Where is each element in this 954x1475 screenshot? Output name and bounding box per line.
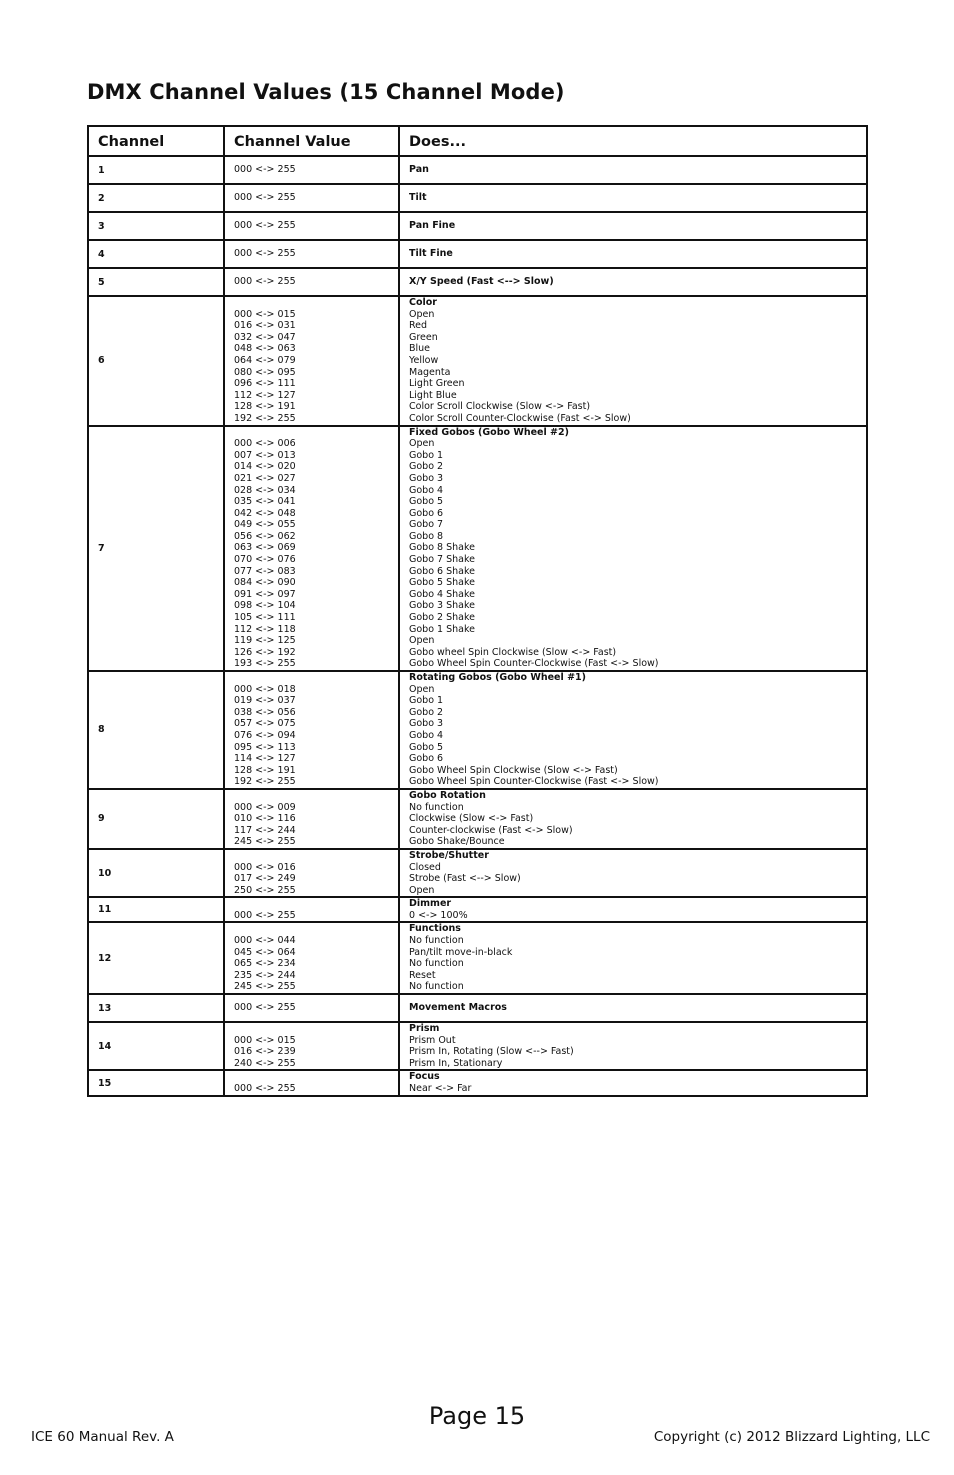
channel-value-range: 192 <-> 255: [234, 412, 296, 424]
channel-value-range: 105 <-> 111: [234, 612, 296, 624]
channel-number: 7: [88, 426, 224, 671]
function-description: Gobo 5: [409, 496, 444, 508]
channel-value-cell: [224, 849, 399, 897]
channel-number: 1: [88, 156, 224, 184]
does-cell: [399, 296, 867, 426]
function-description: Gobo 5: [409, 741, 444, 753]
channel-number: 4: [88, 240, 224, 268]
function-description: Gobo 8 Shake: [409, 542, 475, 554]
channel-number: 5: [88, 268, 224, 296]
function-description: Near <-> Far: [409, 1083, 472, 1094]
channel-value-range: 063 <-> 069: [234, 542, 296, 554]
function-description: Prism In, Rotating (Slow <--> Fast): [409, 1046, 574, 1058]
function-description: Gobo Shake/Bounce: [409, 836, 505, 848]
channel-value-range: 112 <-> 127: [234, 389, 296, 401]
channel-value-cell: [224, 426, 399, 671]
function-description: Gobo 1: [409, 695, 444, 707]
does-cell: [399, 789, 867, 849]
table-row: [88, 789, 867, 849]
channel-number: 11: [88, 897, 224, 922]
table-row: [88, 268, 867, 296]
function-description: Gobo 3: [409, 472, 444, 484]
channel-value-cell: [224, 897, 399, 922]
does-cell: [399, 1070, 867, 1095]
dmx-channel-table: [87, 125, 868, 1097]
channel-value-range: 000 <-> 016: [234, 861, 296, 873]
channel-value-cell: [224, 922, 399, 994]
function-description: No function: [409, 801, 464, 813]
does-cell: [399, 426, 867, 671]
function-heading: Tilt: [409, 192, 427, 204]
channel-value-cell: [224, 184, 399, 212]
function-description: Gobo Wheel Spin Counter-Clockwise (Fast <-> Slow): [409, 658, 659, 670]
function-heading: Color: [409, 297, 437, 308]
channel-value-range: 000 <-> 255: [234, 248, 296, 260]
function-description: Magenta: [409, 366, 451, 378]
channel-value-range: 000 <-> 006: [234, 438, 296, 450]
function-heading: Dimmer: [409, 898, 452, 910]
function-description: Pan/tilt move-in-black: [409, 946, 513, 958]
channel-value-cell: [224, 671, 399, 789]
channel-value-range: 048 <-> 063: [234, 343, 296, 355]
function-description: Gobo 7 Shake: [409, 554, 475, 566]
function-description: Prism Out: [409, 1034, 456, 1046]
does-cell: [399, 994, 867, 1022]
channel-number: 12: [88, 922, 224, 994]
value-spacer: [234, 1023, 389, 1035]
table-header-row: [88, 126, 867, 156]
function-description: Light Blue: [409, 389, 457, 401]
channel-value-range: 119 <-> 125: [234, 635, 296, 647]
channel-value-range: 000 <-> 044: [234, 935, 296, 947]
channel-value-range: 017 <-> 249: [234, 873, 296, 885]
function-heading: Focus: [409, 1071, 440, 1083]
function-heading: X/Y Speed (Fast <--> Slow): [409, 276, 554, 288]
value-spacer: [234, 672, 389, 684]
function-description: Green: [409, 331, 438, 343]
function-description: Open: [409, 308, 435, 320]
channel-value-range: 019 <-> 037: [234, 695, 296, 707]
does-cell: [399, 212, 867, 240]
channel-value-range: 000 <-> 255: [234, 909, 296, 921]
function-description: Counter-clockwise (Fast <-> Slow): [409, 824, 573, 836]
does-cell: [399, 156, 867, 184]
channel-value-range: 098 <-> 104: [234, 600, 296, 612]
table-row: [88, 240, 867, 268]
page-title: DMX Channel Values (15 Channel Mode): [87, 80, 565, 104]
function-heading: Pan: [409, 164, 429, 176]
function-description: Gobo 6: [409, 753, 444, 765]
header-channel-value: Channel Value: [224, 126, 399, 156]
does-cell: [399, 922, 867, 994]
channel-value-range: 245 <-> 255: [234, 836, 296, 848]
function-description: Open: [409, 884, 435, 896]
channel-value-range: 010 <-> 116: [234, 813, 296, 825]
function-heading: Rotating Gobos (Gobo Wheel #1): [409, 672, 586, 683]
does-cell: [399, 184, 867, 212]
channel-value-range: 240 <-> 255: [234, 1057, 296, 1069]
channel-value-range: 000 <-> 018: [234, 683, 296, 695]
function-description: Gobo 6 Shake: [409, 565, 475, 577]
table-row: [88, 296, 867, 426]
does-cell: [399, 240, 867, 268]
channel-number: 13: [88, 994, 224, 1022]
value-spacer: [234, 898, 389, 910]
channel-value-range: 245 <-> 255: [234, 981, 296, 993]
function-description: Color Scroll Clockwise (Slow <-> Fast): [409, 401, 591, 413]
channel-value-range: 000 <-> 255: [234, 220, 296, 232]
channel-value-range: 096 <-> 111: [234, 378, 296, 390]
channel-value-range: 064 <-> 079: [234, 354, 296, 366]
table-row: [88, 1022, 867, 1070]
channel-value-range: 056 <-> 062: [234, 530, 296, 542]
table-row: [88, 1070, 867, 1095]
channel-number: 2: [88, 184, 224, 212]
function-description: Yellow: [409, 354, 439, 366]
function-description: Open: [409, 635, 435, 647]
table-row: [88, 184, 867, 212]
channel-number: 15: [88, 1070, 224, 1095]
function-description: Gobo 4: [409, 729, 444, 741]
channel-value-range: 000 <-> 015: [234, 1034, 296, 1046]
channel-value-range: 076 <-> 094: [234, 729, 296, 741]
channel-value-range: 000 <-> 255: [234, 1002, 296, 1014]
function-description: Strobe (Fast <--> Slow): [409, 873, 521, 885]
function-heading: Gobo Rotation: [409, 789, 486, 801]
channel-number: 3: [88, 212, 224, 240]
channel-value-range: 000 <-> 255: [234, 1083, 296, 1094]
channel-value-range: 250 <-> 255: [234, 884, 296, 896]
function-description: Gobo 7: [409, 519, 444, 531]
channel-value-range: 126 <-> 192: [234, 646, 296, 658]
function-description: 0 <-> 100%: [409, 909, 468, 921]
function-description: Color Scroll Counter-Clockwise (Fast <-> Slow): [409, 412, 631, 424]
channel-value-range: 057 <-> 075: [234, 718, 296, 730]
function-description: Gobo wheel Spin Clockwise (Slow <-> Fast): [409, 646, 617, 658]
function-heading: Tilt Fine: [409, 248, 453, 260]
function-description: Reset: [409, 969, 436, 981]
header-does: Does...: [399, 126, 867, 156]
does-cell: [399, 849, 867, 897]
channel-number: 14: [88, 1022, 224, 1070]
function-description: No function: [409, 981, 464, 993]
function-description: Open: [409, 683, 435, 695]
function-description: Open: [409, 438, 435, 450]
function-description: Prism In, Stationary: [409, 1057, 503, 1069]
channel-value-range: 007 <-> 013: [234, 449, 296, 461]
channel-value-range: 035 <-> 041: [234, 496, 296, 508]
function-description: Gobo 4 Shake: [409, 588, 475, 600]
table-row: [88, 671, 867, 789]
channel-value-cell: [224, 789, 399, 849]
channel-value-cell: [224, 156, 399, 184]
channel-value-range: 000 <-> 255: [234, 192, 296, 204]
function-description: No function: [409, 935, 464, 947]
channel-value-range: 000 <-> 009: [234, 801, 296, 813]
function-description: Gobo Wheel Spin Clockwise (Slow <-> Fast): [409, 764, 618, 776]
channel-value-cell: [224, 296, 399, 426]
channel-value-range: 049 <-> 055: [234, 519, 296, 531]
channel-value-range: 128 <-> 191: [234, 764, 296, 776]
channel-value-range: 112 <-> 118: [234, 623, 296, 635]
function-description: Gobo 3 Shake: [409, 600, 475, 612]
channel-value-range: 065 <-> 234: [234, 958, 296, 970]
function-description: Gobo 5 Shake: [409, 577, 475, 589]
function-heading: Fixed Gobos (Gobo Wheel #2): [409, 426, 569, 438]
function-description: Gobo 4: [409, 484, 444, 496]
channel-value-range: 016 <-> 031: [234, 320, 296, 332]
channel-value-cell: [224, 1070, 399, 1095]
channel-value-range: 000 <-> 255: [234, 164, 296, 176]
function-description: Gobo 3: [409, 718, 444, 730]
channel-value-cell: [224, 212, 399, 240]
table-row: [88, 156, 867, 184]
function-description: Gobo 1: [409, 449, 444, 461]
does-cell: [399, 671, 867, 789]
channel-value-range: 192 <-> 255: [234, 776, 296, 788]
header-channel: Channel: [88, 126, 224, 156]
channel-value-cell: [224, 240, 399, 268]
channel-value-cell: [224, 1022, 399, 1070]
channel-value-range: 091 <-> 097: [234, 588, 296, 600]
function-heading: Functions: [409, 923, 461, 935]
function-heading: Strobe/Shutter: [409, 849, 489, 861]
channel-value-cell: [224, 268, 399, 296]
table-row: [88, 922, 867, 994]
channel-number: 8: [88, 671, 224, 789]
value-spacer: [234, 427, 389, 439]
value-spacer: [234, 850, 389, 862]
function-description: Gobo 2: [409, 706, 444, 718]
function-description: No function: [409, 958, 464, 970]
channel-value-range: 028 <-> 034: [234, 484, 296, 496]
channel-value-range: 000 <-> 255: [234, 276, 296, 288]
footer-manual-name: ICE 60 Manual Rev. A: [31, 1429, 174, 1445]
value-spacer: [234, 923, 389, 935]
table-row: [88, 897, 867, 922]
channel-value-range: 084 <-> 090: [234, 577, 296, 589]
channel-value-range: 080 <-> 095: [234, 366, 296, 378]
function-description: Gobo 6: [409, 507, 444, 519]
function-description: Closed: [409, 861, 441, 873]
function-description: Gobo 8: [409, 530, 444, 542]
footer-copyright: Copyright (c) 2012 Blizzard Lighting, LLC: [653, 1429, 930, 1445]
table-row: [88, 426, 867, 671]
channel-value-range: 070 <-> 076: [234, 554, 296, 566]
page-number: Page 15: [428, 1402, 526, 1430]
table-body: [88, 156, 867, 1096]
channel-number: 10: [88, 849, 224, 897]
channel-value-range: 045 <-> 064: [234, 946, 296, 958]
channel-value-range: 014 <-> 020: [234, 461, 296, 473]
function-heading: Movement Macros: [409, 1002, 507, 1014]
function-description: Red: [409, 320, 428, 332]
value-spacer: [234, 790, 389, 802]
channel-value-range: 032 <-> 047: [234, 331, 296, 343]
does-cell: [399, 268, 867, 296]
channel-value-range: 117 <-> 244: [234, 824, 296, 836]
function-heading: Pan Fine: [409, 220, 456, 232]
channel-value-range: 235 <-> 244: [234, 969, 296, 981]
function-description: Gobo 2 Shake: [409, 612, 475, 624]
channel-value-range: 128 <-> 191: [234, 401, 296, 413]
value-spacer: [234, 1071, 389, 1083]
channel-value-range: 021 <-> 027: [234, 472, 296, 484]
value-spacer: [234, 297, 389, 309]
function-description: Gobo Wheel Spin Counter-Clockwise (Fast <-> Slow): [409, 776, 659, 788]
channel-value-range: 000 <-> 015: [234, 308, 296, 320]
channel-value-range: 042 <-> 048: [234, 507, 296, 519]
function-description: Blue: [409, 343, 431, 355]
table-row: [88, 212, 867, 240]
function-description: Light Green: [409, 378, 465, 390]
does-cell: [399, 897, 867, 922]
channel-value-range: 114 <-> 127: [234, 753, 296, 765]
channel-value-cell: [224, 994, 399, 1022]
function-description: Clockwise (Slow <-> Fast): [409, 813, 534, 825]
channel-value-range: 193 <-> 255: [234, 658, 296, 670]
table-row: [88, 849, 867, 897]
does-cell: [399, 1022, 867, 1070]
channel-value-range: 077 <-> 083: [234, 565, 296, 577]
function-description: Gobo 2: [409, 461, 444, 473]
channel-value-range: 016 <-> 239: [234, 1046, 296, 1058]
function-heading: Prism: [409, 1023, 440, 1035]
function-description: Gobo 1 Shake: [409, 623, 475, 635]
channel-number: 6: [88, 296, 224, 426]
channel-value-range: 038 <-> 056: [234, 706, 296, 718]
channel-value-range: 095 <-> 113: [234, 741, 296, 753]
table-row: [88, 994, 867, 1022]
channel-number: 9: [88, 789, 224, 849]
